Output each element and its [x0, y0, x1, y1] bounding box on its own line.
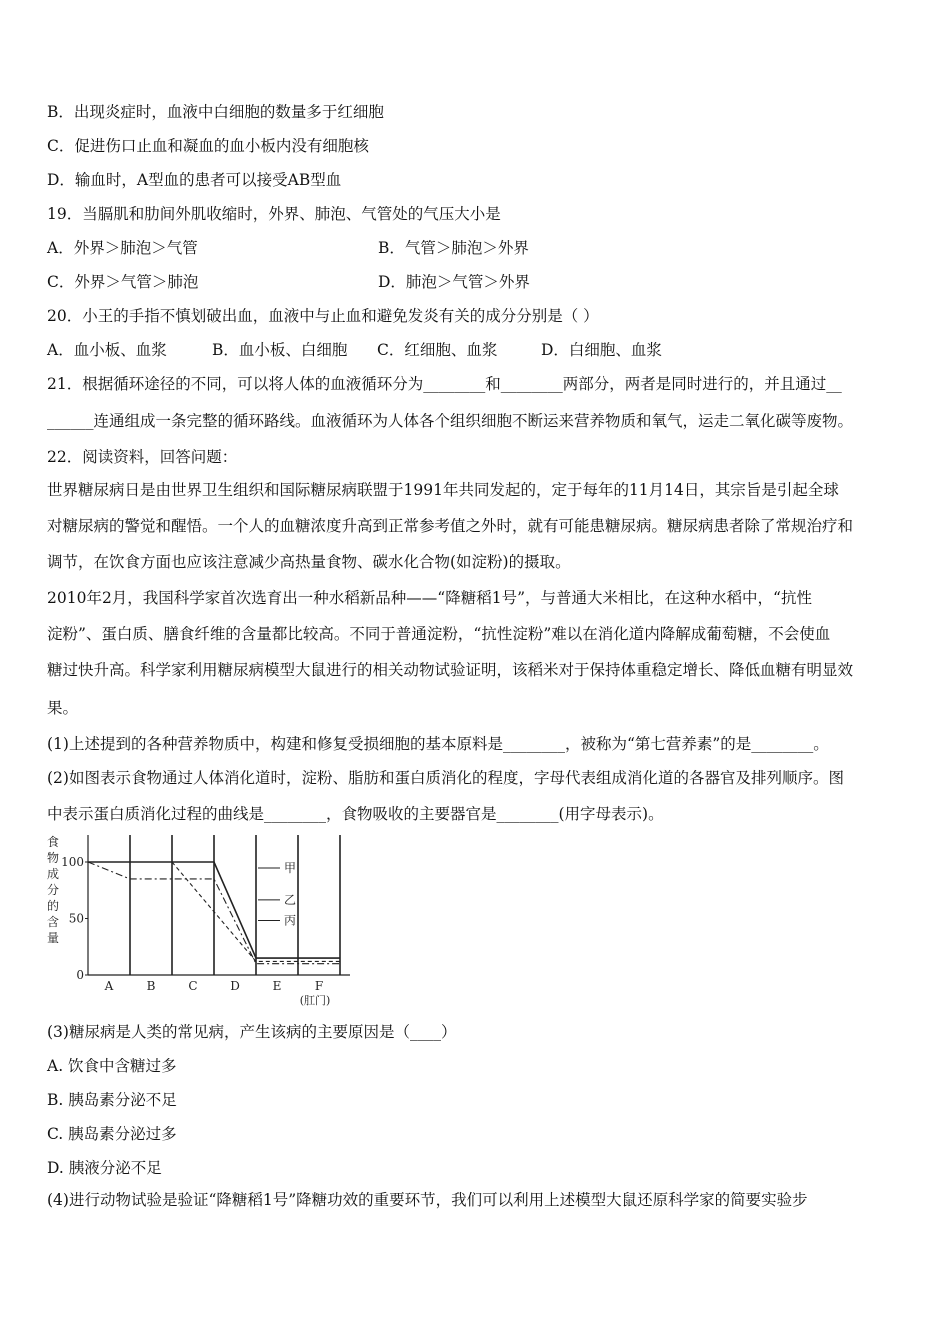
q22-sub2-line-1: (2)如图表示食物通过人体消化道时，淀粉、脂肪和蛋白质消化的程度，字母代表组成消化道的各器官及排列顺序。图 [47, 769, 844, 787]
q18-option-b: B．出现炎症时，血液中白细胞的数量多于红细胞 [47, 103, 384, 121]
q21-line-2: ______连通组成一条完整的循环路线。血液循环为人体各个组织细胞不断运来营养物质和氧气，运走二氧化碳等废物。 [47, 412, 854, 430]
q22-p1-line-1: 世界糖尿病日是由世界卫生组织和国际糖尿病联盟于1991年共同发起的，定于每年的11月14日，其宗旨是引起全球 [47, 481, 839, 499]
y-tick-label: 50 [68, 911, 84, 926]
q22-sub3-option-c: C. 胰岛素分泌过多 [47, 1125, 177, 1143]
y-tick-label: 0 [76, 968, 84, 982]
q20-stem: 20．小王的手指不慎划破出血，血液中与止血和避免发炎有关的成分分别是（ ） [47, 307, 599, 325]
x-tick-label: B [146, 979, 156, 993]
q19-options-row2 [47, 272, 908, 292]
y-tick-label: 100 [61, 855, 84, 869]
q22-sub1: (1)上述提到的各种营养物质中，构建和修复受损细胞的基本原料是________，被称为“第七营养素”的是________。 [47, 735, 829, 753]
x-tick-label: D [230, 979, 240, 993]
q22-sub3-option-a: A. 饮食中含糖过多 [47, 1057, 177, 1075]
x-tick-label: C [188, 979, 198, 993]
q20-option-d: D．白细胞、血浆 [541, 341, 662, 359]
q20-option-b: B．血小板、白细胞 [212, 341, 348, 359]
q19-option-d: D．肺泡＞气管＞外界 [378, 273, 530, 291]
q19-option-c: C．外界＞气管＞肺泡 [47, 273, 199, 291]
q19-stem: 19．当膈肌和肋间外肌收缩时，外界、肺泡、气管处的气压大小是 [47, 205, 501, 223]
q19-option-a: A．外界＞肺泡＞气管 [47, 239, 198, 257]
q22-p2-line-3: 糖过快升高。科学家利用糖尿病模型大鼠进行的相关动物试验证明，该稻米对于保持体重稳定增长、降低血糖有明显效 [47, 661, 854, 679]
series-label-1: 乙 [284, 892, 297, 907]
y-axis-label-char: 分 [47, 883, 60, 897]
q22-p1-line-2: 对糖尿病的警觉和醒悟。一个人的血糖浓度升高到正常参考值之外时，就有可能患糖尿病。糖尿病患者除了常规治疗和 [47, 517, 854, 535]
q18-option-c: C．促进伤口止血和凝血的血小板内没有细胞核 [47, 137, 369, 155]
q22-p2-line-1: 2010年2月，我国科学家首次选育出一种水稻新品种——“降糖稻1号”，与普通大米相比，在这种水稻中，“抗性 [47, 589, 812, 607]
y-axis-label-char: 食 [47, 835, 60, 849]
q22-sub3-option-d: D. 胰液分泌不足 [47, 1159, 162, 1177]
y-axis-label-char: 含 [47, 915, 60, 929]
x-tick-label: F [314, 979, 324, 993]
x-tick-label: E [272, 979, 282, 993]
q22-sub2-line-2: 中表示蛋白质消化过程的曲线是________，食物吸收的主要器官是________(用字母表示)。 [47, 805, 664, 823]
q22-p2-line-2: 淀粉”、蛋白质、膳食纤维的含量都比较高。不同于普通淀粉，“抗性淀粉”难以在消化道内降解成葡萄糖，不会使血 [47, 625, 831, 643]
digestion-chart [43, 830, 373, 1010]
q22-sub3: (3)糖尿病是人类的常见病，产生该病的主要原因是（____） [47, 1023, 457, 1041]
series-label-0: 甲 [284, 861, 297, 875]
q22-p1-line-3: 调节，在饮食方面也应该注意减少高热量食物、碳水化合物(如淀粉)的摄取。 [47, 553, 571, 571]
q21-line-1: 21．根据循环途径的不同，可以将人体的血液循环分为________和________两部分，两者是同时进行的，并且通过__ [47, 375, 842, 393]
x-note-label: (肛门) [299, 994, 331, 1007]
q19-option-b: B．气管＞肺泡＞外界 [378, 239, 529, 257]
series-label-2: 丙 [284, 913, 297, 928]
q20-option-c: C．红细胞、血浆 [377, 341, 498, 359]
q22-sub4: (4)进行动物试验是验证“降糖稻1号”降糖功效的重要环节，我们可以利用上述模型大鼠还原科学家的简要实验步 [47, 1191, 808, 1209]
q20-option-a: A．血小板、血浆 [47, 341, 167, 359]
q18-option-d: D．输血时，A型血的患者可以接受AB型血 [47, 171, 342, 189]
y-axis-label-char: 的 [47, 899, 60, 913]
q19-options-row1 [47, 238, 908, 258]
q22-sub3-option-b: B. 胰岛素分泌不足 [47, 1091, 177, 1109]
y-axis-label-char: 量 [47, 931, 60, 945]
y-axis-label-char: 成 [47, 867, 60, 881]
q22-stem: 22．阅读资料，回答问题： [47, 448, 238, 466]
x-tick-label: A [104, 979, 114, 993]
y-axis-label-char: 物 [47, 851, 60, 865]
q22-p2-line-4: 果。 [47, 699, 79, 717]
